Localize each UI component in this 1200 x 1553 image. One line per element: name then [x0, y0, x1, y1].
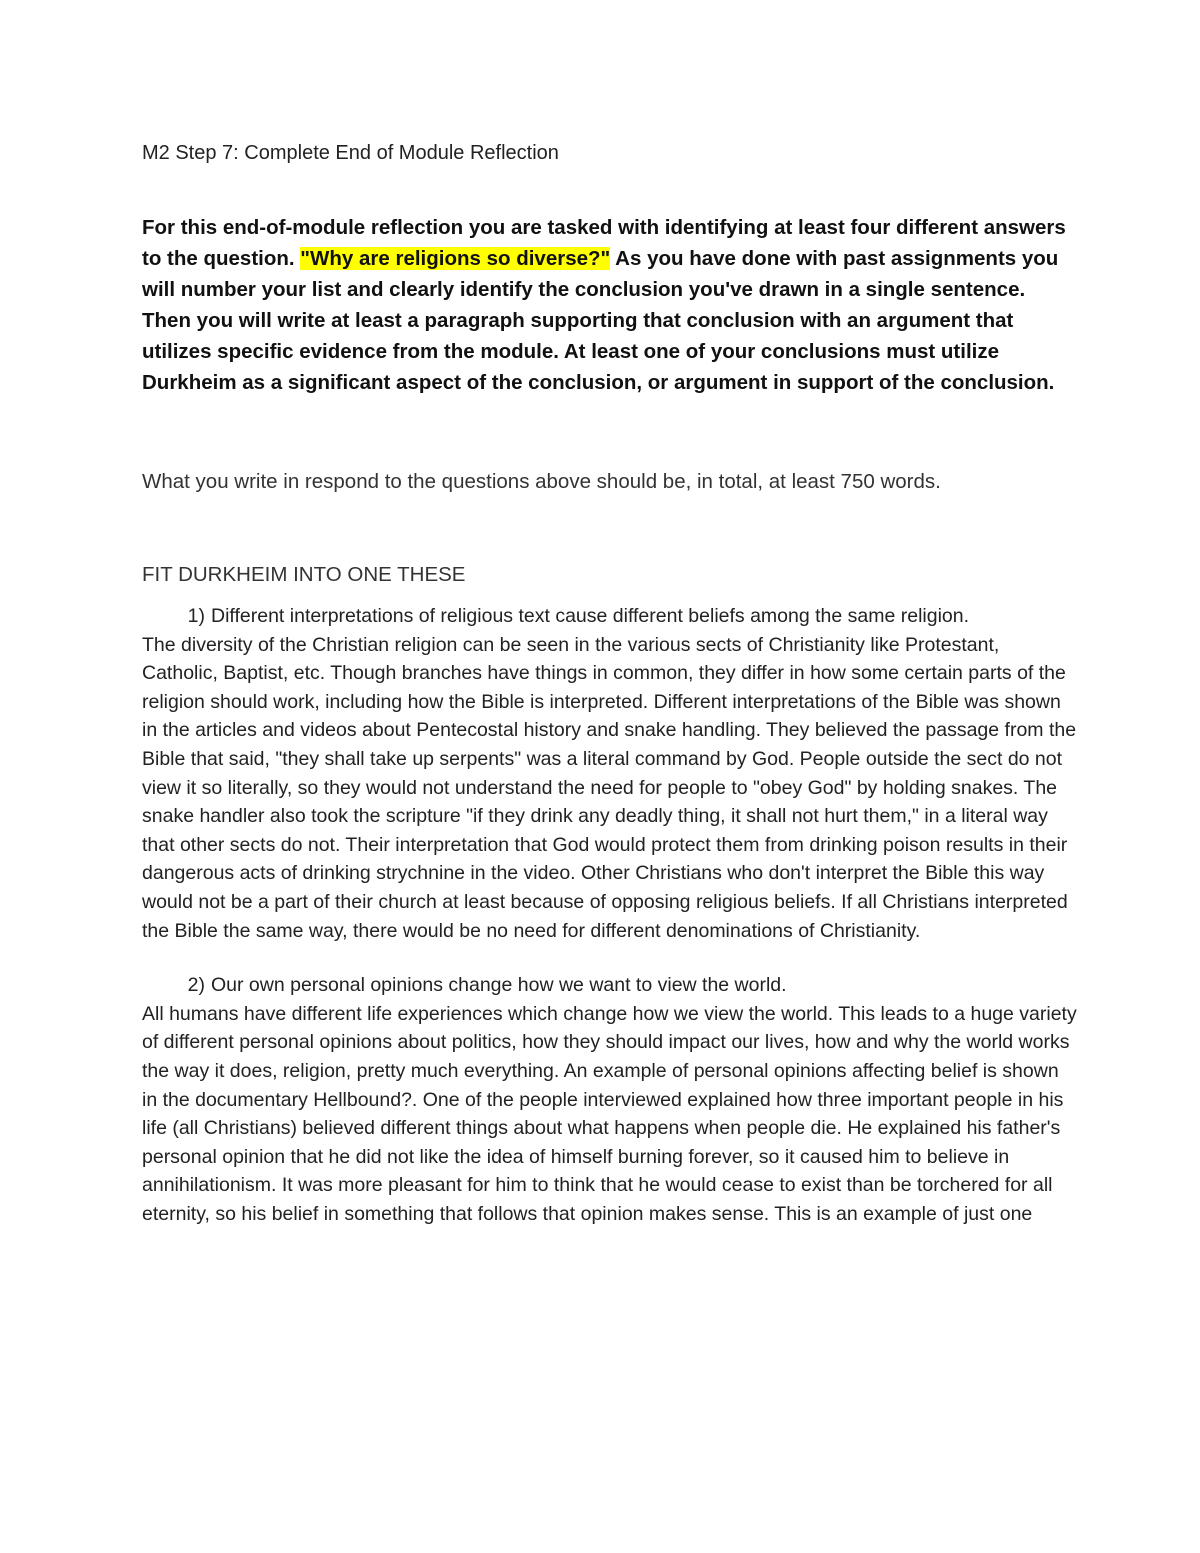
prompt-text-after: As you have done with past assignments you will number your list and clearly identify the conclusion you've drawn in a single sentence. Then you will write at least a paragraph supporting that conclusion with an argument that utilizes specific evidence from the module. At least one of your conclusions must utilize Durkheim as a significant aspect of the conclusion, or argument in support of the conclusion.: [142, 247, 1059, 394]
highlighted-question: "Why are religions so diverse?": [300, 247, 611, 270]
list-item: [142, 971, 1077, 1228]
list-item-number: 1): [187, 605, 205, 627]
word-count-requirement: What you write in respond to the questions above should be, in total, at least 750 words.: [142, 470, 941, 493]
list-item: [142, 602, 1077, 945]
list-item-body: The diversity of the Christian religion can be seen in the various sects of Christianity like Protestant, Catholic, Baptist, etc. Though branches have things in common, they differ in how some certain parts of the religion should work, including how the Bible is interpreted. Different interpretations of the Bible was shown in the articles and videos about Pentecostal history and snake handling. They believed the passage from the Bible that said, "they shall take up serpents" was a literal command by God. People outside the sect do not view it so literally, so they would not understand the need for people to "obey God" by holding snakes. The snake handler also took the scripture "if they drink any deadly thing, it shall not hurt them," in a literal way that other sects do not. Their interpretation that God would protect them from drinking poison results in their dangerous acts of drinking strychnine in the video. Other Christians who don't interpret the Bible this way would not be a part of their church at least because of opposing religious beliefs. If all Christians interpreted the Bible the same way, there would be no need for different denominations of Christianity.: [142, 633, 1077, 942]
list-item-number: 2): [187, 974, 205, 997]
assignment-prompt: [142, 212, 1077, 398]
list-item-heading-text: Our own personal opinions change how we want to view the world.: [211, 974, 787, 997]
section-heading: FIT DURKHEIM INTO ONE THESE: [142, 563, 466, 586]
list-item-heading-text: Different interpretations of religious text cause different beliefs among the same religion.: [211, 605, 970, 627]
document-page: [142, 138, 1077, 1228]
list-item-heading: [142, 971, 1077, 1000]
prompt-text-before: For this end-of-module reflection you are tasked with identifying at least four different answers to the question.: [142, 216, 1066, 270]
list-item-body: All humans have different life experiences which change how we view the world. This leads to a huge variety of different personal opinions about politics, how they should impact our lives, how and why the world works the way it does, religion, pretty much everything. An example of personal opinions affecting belief is shown in the documentary Hellbound?. One of the people interviewed explained how three important people in his life (all Christians) believed different things about what happens when people die. He explained his father's personal opinion that he did not like the idea of himself burning forever, so it caused him to believe in annihilationism. It was more pleasant for him to think that he would cease to exist than be torchered for all eternity, so his belief in something that follows that opinion makes sense. This is an example of just one: [142, 1002, 1077, 1225]
document-title: M2 Step 7: Complete End of Module Reflection: [142, 142, 559, 164]
list-item-heading: [142, 602, 1077, 631]
